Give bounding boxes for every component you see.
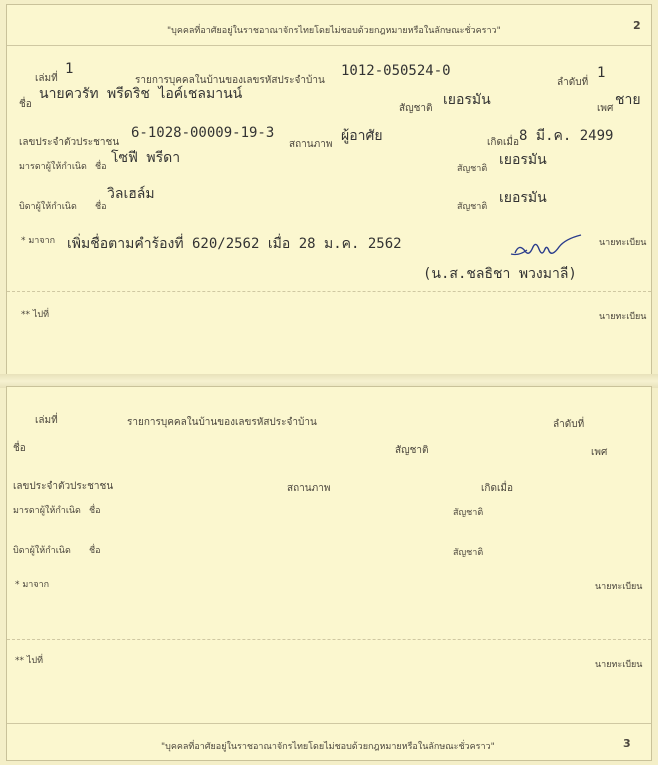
page-footer: "บุคคลที่อาศัยอยู่ในราชอาณาจักรไทยโดยไม่ชอบด้วยกฎหมายหรือในลักษณะชั่วคราว" xyxy=(161,742,495,752)
nationality-label: สัญชาติ xyxy=(399,103,433,114)
house-code-label: รายการบุคคลในบ้านของเลขรหัสประจำบ้าน xyxy=(127,417,317,428)
house-code-label: รายการบุคคลในบ้านของเลขรหัสประจำบ้าน xyxy=(135,75,325,86)
registrar-label-2: นายทะเบียน xyxy=(595,660,643,670)
household-register-page-3 xyxy=(6,386,652,761)
registrar-label-2: นายทะเบียน xyxy=(599,312,647,322)
book-label: เล่มที่ xyxy=(35,415,58,426)
father-nationality-label: สัญชาติ xyxy=(453,548,484,558)
status-value: ผู้อาศัย xyxy=(341,128,383,144)
footer-divider xyxy=(7,723,651,724)
from-label: * มาจาก xyxy=(15,580,50,590)
sex-value: ชาย xyxy=(615,92,641,108)
page-header: "บุคคลที่อาศัยอยู่ในราชอาณาจักรไทยโดยไม่ชอบด้วยกฎหมายหรือในลักษณะชั่วคราว" xyxy=(167,26,501,36)
father-name-label: ชื่อ xyxy=(89,546,101,556)
mother-nationality-value: เยอรมัน xyxy=(499,152,547,168)
name-label: ชื่อ xyxy=(19,99,32,110)
status-label: สถานภาพ xyxy=(287,483,331,494)
household-register-page-2 xyxy=(6,4,652,376)
registrar-signature xyxy=(501,233,585,265)
order-label: ลำดับที่ xyxy=(557,77,589,88)
to-label: ** ไปที่ xyxy=(15,656,44,666)
registrar-label-1: นายทะเบียน xyxy=(595,582,643,592)
from-label: * มาจาก xyxy=(21,236,56,246)
father-name-label: ชื่อ xyxy=(95,202,107,212)
father-label: บิดาผู้ให้กำเนิด xyxy=(13,546,71,556)
from-note-value: เพิ่มชื่อตามคำร้องที่ 620/2562 เมื่อ 28 ม.ค. 2562 xyxy=(67,236,402,252)
page-number: 3 xyxy=(623,737,631,750)
order-value: 1 xyxy=(597,65,606,81)
id-label: เลขประจำตัวประชาชน xyxy=(13,481,114,492)
nationality-value: เยอรมัน xyxy=(443,92,491,108)
born-label: เกิดเมื่อ xyxy=(481,483,513,494)
house-code-value: 1012-050524-0 xyxy=(341,63,451,79)
section-divider xyxy=(7,639,651,640)
mother-name-label: ชื่อ xyxy=(95,162,107,172)
mother-nationality-label: สัญชาติ xyxy=(457,164,488,174)
father-nationality-value: เยอรมัน xyxy=(499,190,547,206)
mother-label: มารดาผู้ให้กำเนิด xyxy=(19,162,87,172)
father-nationality-label: สัญชาติ xyxy=(457,202,488,212)
section-divider xyxy=(7,291,651,292)
born-value: 8 มี.ค. 2499 xyxy=(519,128,614,144)
mother-name-value: โซฟี พรีดา xyxy=(111,150,181,166)
order-label: ลำดับที่ xyxy=(553,419,585,430)
mother-nationality-label: สัญชาติ xyxy=(453,508,484,518)
mother-label: มารดาผู้ให้กำเนิด xyxy=(13,506,81,516)
sex-label: เพศ xyxy=(591,447,608,458)
nationality-label: สัญชาติ xyxy=(395,445,429,456)
name-value: นายควรัท พรีดริช ไอค์เชลมานน์ xyxy=(39,86,243,102)
father-label: บิดาผู้ให้กำเนิด xyxy=(19,202,77,212)
father-name-value: วิลเฮล์ม xyxy=(107,186,155,202)
id-label: เลขประจำตัวประชาชน xyxy=(19,137,120,148)
page-number: 2 xyxy=(633,19,641,32)
mother-name-label: ชื่อ xyxy=(89,506,101,516)
born-label: เกิดเมื่อ xyxy=(487,137,519,148)
sex-label: เพศ xyxy=(597,103,614,114)
book-value: 1 xyxy=(65,61,74,77)
book-label: เล่มที่ xyxy=(35,73,58,84)
id-value: 6-1028-00009-19-3 xyxy=(131,125,275,141)
name-label: ชื่อ xyxy=(13,443,26,454)
header-divider xyxy=(7,45,651,46)
registrar-name-value: (น.ส.ชลธิชา พวงมาลี) xyxy=(423,266,577,282)
registrar-label-1: นายทะเบียน xyxy=(599,238,647,248)
to-label: ** ไปที่ xyxy=(21,310,50,320)
status-label: สถานภาพ xyxy=(289,139,333,150)
